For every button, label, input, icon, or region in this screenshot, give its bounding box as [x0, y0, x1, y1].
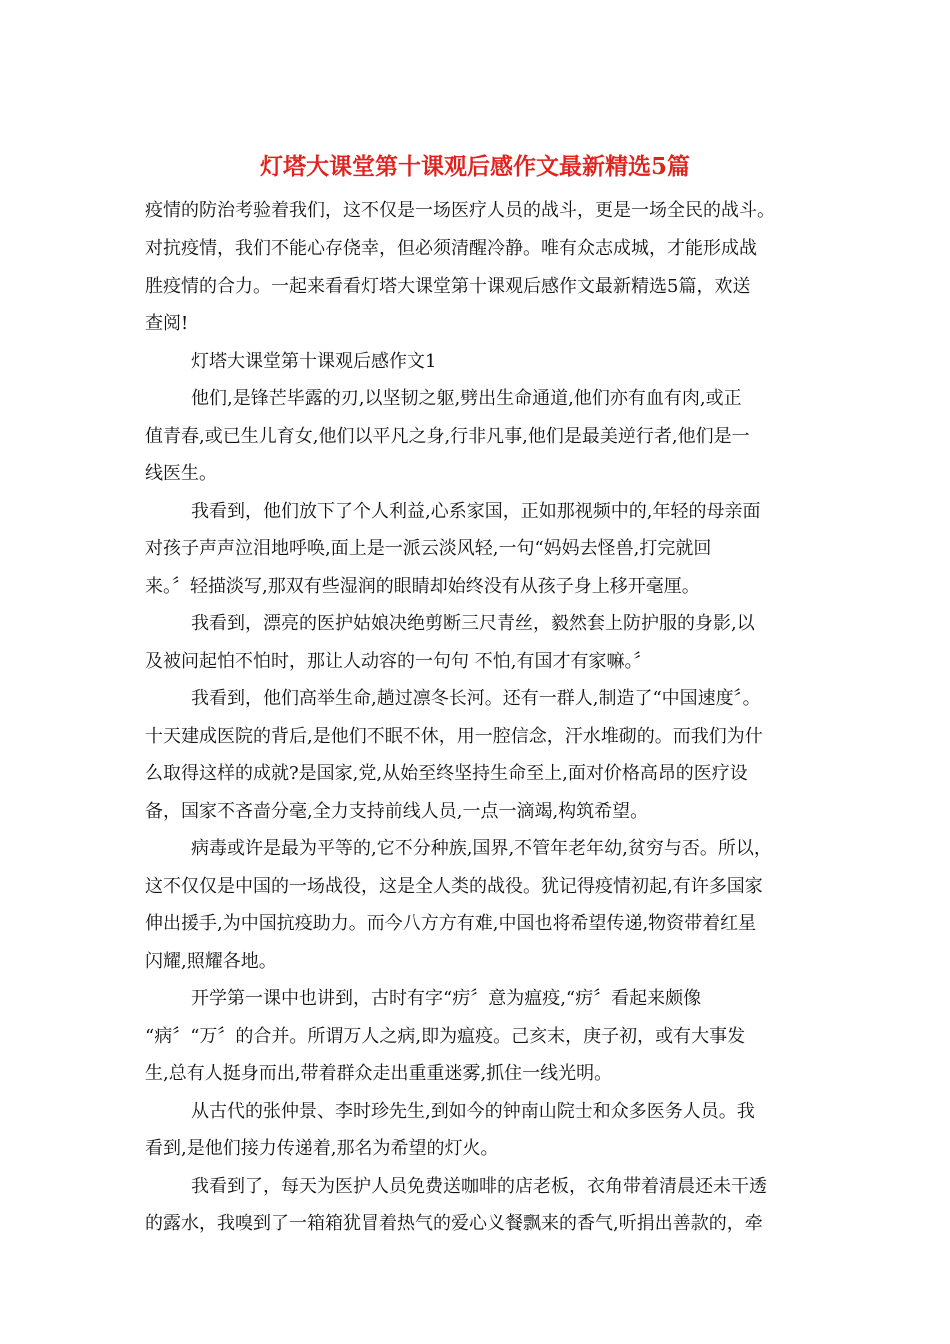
body-line: 这不仅仅是中国的一场战役，这是全人类的战役。犹记得疫情初起,有许多国家 — [145, 876, 763, 897]
body-line: 值青春,或已生儿育女,他们以平凡之身,行非凡事,他们是最美逆行者,他们是一 — [145, 426, 750, 447]
body-line: 线医生。 — [145, 463, 217, 484]
body-line: 来。〞轻描淡写,那双有些湿润的眼睛却始终没有从孩子身上移开毫厘。 — [145, 576, 700, 597]
document-title: 灯塔大课堂第十课观后感作文最新精选5篇 — [259, 153, 690, 180]
body-line: 对孩子声声泣泪地呼唤,面上是一派云淡风轻,一句“妈妈去怪兽,打完就回 — [145, 538, 712, 559]
body-line: 对抗疫情，我们不能心存侥幸，但必须清醒冷静。唯有众志成城，才能形成战 — [145, 238, 757, 259]
body-line: 么取得这样的成就?是国家,党,从始至终坚持生命至上,面对价格高昂的医疗设 — [145, 763, 748, 784]
body-line: 生,总有人挺身而出,带着群众走出重重迷雾,抓住一线光明。 — [145, 1063, 613, 1084]
body-line: 闪耀,照耀各地。 — [145, 951, 277, 972]
body-line: 的露水，我嗅到了一箱箱犹冒着热气的爱心义餐飘来的香气,听捐出善款的，牵 — [145, 1213, 763, 1234]
body-line: 病毒或许是最为平等的,它不分种族,国界,不管年老年幼,贫穷与否。所以， — [191, 838, 772, 859]
body-line: 开学第一课中也讲到，古时有字“疠〞意为瘟疫,“疠〞看起来颇像 — [191, 988, 702, 1009]
body-line: 我看到，他们放下了个人利益,心系家国，正如那视频中的,年轻的母亲面 — [191, 501, 761, 522]
body-line: 查阅! — [145, 313, 189, 334]
body-line: 伸出援手,为中国抗疫助力。而今八方方有难,中国也将希望传递,物资带着红星 — [145, 913, 757, 934]
body-line: 我看到，漂亮的医护姑娘决绝剪断三尺青丝，毅然套上防护服的身影,以 — [191, 613, 755, 634]
body-line: 十天建成医院的背后,是他们不眠不休，用一腔信念，汗水堆砌的。而我们为什 — [145, 726, 763, 747]
body-line: 疫情的防治考验着我们，这不仅是一场医疗人员的战斗，更是一场全民的战斗。 — [145, 200, 775, 221]
body-line: 从古代的张仲景、李时珍先生,到如今的钟南山院士和众多医务人员。我 — [191, 1101, 755, 1122]
body-line: 我看到，他们高举生命,趟过凛冬长河。还有一群人,制造了“中国速度〞。 — [191, 688, 761, 709]
body-line: 看到,是他们接力传递着,那名为希望的灯火。 — [145, 1138, 499, 1159]
body-line: 胜疫情的合力。一起来看看灯塔大课堂第十课观后感作文最新精选5篇，欢送 — [145, 276, 751, 297]
body-line: 我看到了，每天为医护人员免费送咖啡的店老板，衣角带着清晨还未干透 — [191, 1176, 767, 1197]
body-line: “病〞“万〞的合并。所谓万人之病,即为瘟疫。己亥末，庚子初，或有大事发 — [145, 1026, 746, 1047]
body-line: 他们,是锋芒毕露的刃,以坚韧之躯,劈出生命通道,他们亦有血有肉,或正 — [191, 388, 742, 409]
body-line: 及被问起怕不怕时，那让人动容的一句句 不怕,有国才有家嘛。〞 — [145, 651, 652, 672]
body-line: 备，国家不吝啬分毫,全力支持前线人员,一点一滴竭,构筑希望。 — [145, 801, 649, 822]
section-heading: 灯塔大课堂第十课观后感作文1 — [191, 351, 437, 372]
